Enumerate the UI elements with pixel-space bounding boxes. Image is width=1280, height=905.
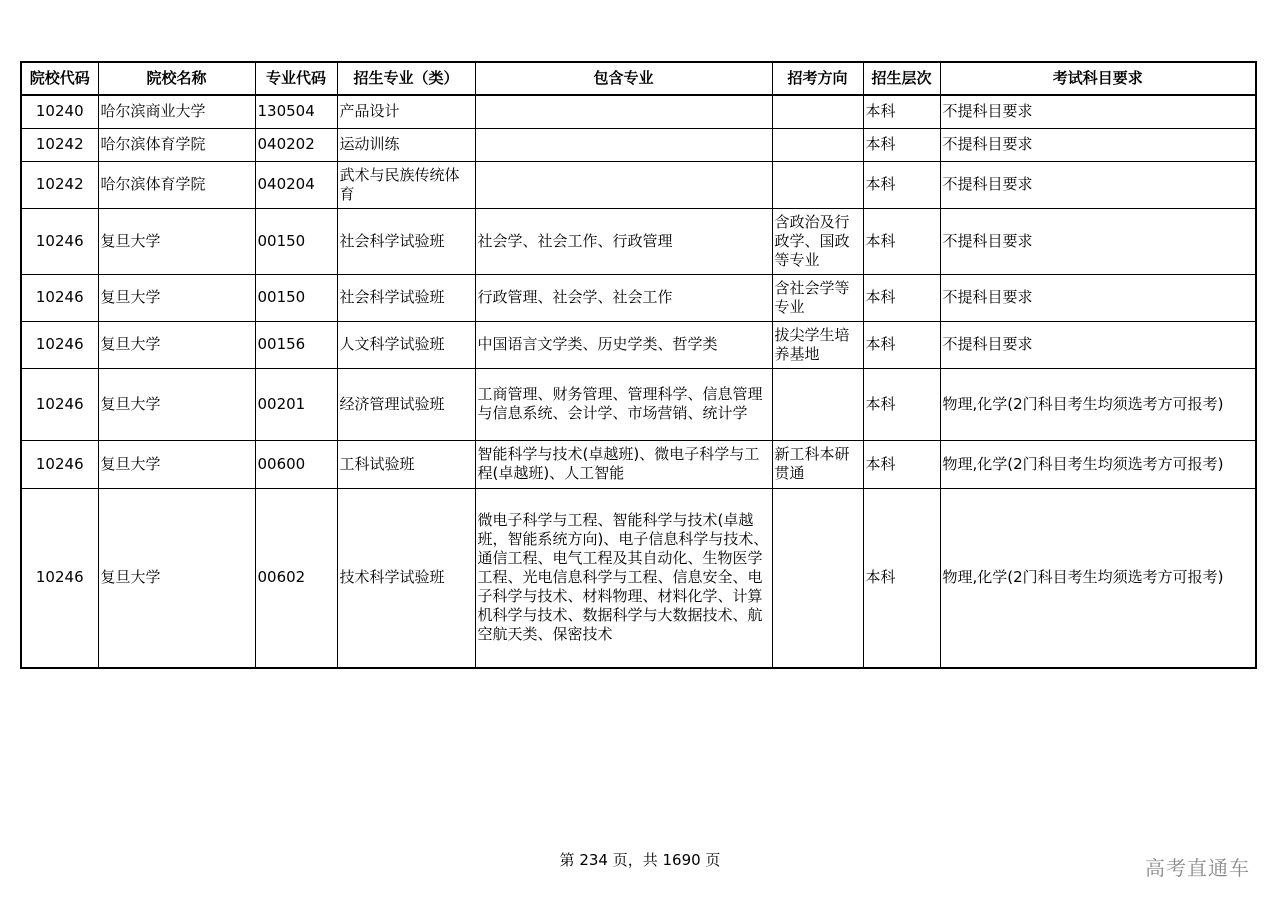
major-code: 00150 [255, 208, 337, 274]
major-code: 00600 [255, 440, 337, 488]
table-row [21, 95, 1256, 128]
major: 产品设计 [337, 95, 475, 128]
col-major-code: 专业代码 [255, 62, 337, 95]
subject-req: 物理,化学(2门科目考生均须选考方可报考) [940, 488, 1256, 668]
direction [772, 95, 863, 128]
subject-req: 不提科目要求 [940, 208, 1256, 274]
major-code: 00156 [255, 321, 337, 368]
header-row [21, 62, 1256, 95]
level: 本科 [863, 95, 940, 128]
col-included-majors: 包含专业 [475, 62, 772, 95]
school-code: 10246 [21, 208, 98, 274]
major: 社会科学试验班 [337, 274, 475, 321]
col-subject-req: 考试科目要求 [940, 62, 1256, 95]
subject-req: 不提科目要求 [940, 321, 1256, 368]
table-row [21, 274, 1256, 321]
direction: 含政治及行政学、国政等专业 [772, 208, 863, 274]
subject-req: 不提科目要求 [940, 128, 1256, 161]
school-code: 10246 [21, 321, 98, 368]
major-code: 00201 [255, 368, 337, 440]
school-name: 复旦大学 [98, 368, 255, 440]
table-row [21, 440, 1256, 488]
level: 本科 [863, 321, 940, 368]
major-code: 040204 [255, 161, 337, 208]
direction: 新工科本研贯通 [772, 440, 863, 488]
level: 本科 [863, 488, 940, 668]
school-code: 10242 [21, 161, 98, 208]
major: 工科试验班 [337, 440, 475, 488]
major: 技术科学试验班 [337, 488, 475, 668]
included-majors: 中国语言文学类、历史学类、哲学类 [475, 321, 772, 368]
table-row [21, 321, 1256, 368]
major: 武术与民族传统体育 [337, 161, 475, 208]
school-code: 10242 [21, 128, 98, 161]
admission-table [20, 61, 1257, 669]
level: 本科 [863, 368, 940, 440]
col-direction: 招考方向 [772, 62, 863, 95]
subject-req: 物理,化学(2门科目考生均须选考方可报考) [940, 368, 1256, 440]
direction [772, 488, 863, 668]
subject-req: 不提科目要求 [940, 161, 1256, 208]
level: 本科 [863, 274, 940, 321]
school-name: 复旦大学 [98, 440, 255, 488]
major-code: 130504 [255, 95, 337, 128]
included-majors: 行政管理、社会学、社会工作 [475, 274, 772, 321]
school-code: 10246 [21, 368, 98, 440]
school-code: 10246 [21, 440, 98, 488]
included-majors: 社会学、社会工作、行政管理 [475, 208, 772, 274]
subject-req: 物理,化学(2门科目考生均须选考方可报考) [940, 440, 1256, 488]
school-name: 哈尔滨体育学院 [98, 128, 255, 161]
included-majors: 智能科学与技术(卓越班)、微电子科学与工程(卓越班)、人工智能 [475, 440, 772, 488]
table-row [21, 488, 1256, 668]
level: 本科 [863, 161, 940, 208]
level: 本科 [863, 128, 940, 161]
major: 经济管理试验班 [337, 368, 475, 440]
direction: 含社会学等专业 [772, 274, 863, 321]
direction: 拔尖学生培养基地 [772, 321, 863, 368]
table-row [21, 208, 1256, 274]
school-name: 复旦大学 [98, 208, 255, 274]
school-name: 复旦大学 [98, 274, 255, 321]
included-majors [475, 161, 772, 208]
table-row [21, 128, 1256, 161]
major-code: 00602 [255, 488, 337, 668]
included-majors [475, 95, 772, 128]
col-school-name: 院校名称 [98, 62, 255, 95]
school-name: 哈尔滨商业大学 [98, 95, 255, 128]
major: 人文科学试验班 [337, 321, 475, 368]
watermark-brand: 高考直通车 [1145, 856, 1250, 880]
col-major: 招生专业（类） [337, 62, 475, 95]
included-majors [475, 128, 772, 161]
school-code: 10240 [21, 95, 98, 128]
level: 本科 [863, 208, 940, 274]
school-code: 10246 [21, 274, 98, 321]
subject-req: 不提科目要求 [940, 95, 1256, 128]
direction [772, 368, 863, 440]
table-row [21, 161, 1256, 208]
direction [772, 128, 863, 161]
included-majors: 工商管理、财务管理、管理科学、信息管理与信息系统、会计学、市场营销、统计学 [475, 368, 772, 440]
school-code: 10246 [21, 488, 98, 668]
page-number: 第 234 页，共 1690 页 [559, 851, 721, 869]
direction [772, 161, 863, 208]
col-level: 招生层次 [863, 62, 940, 95]
major: 社会科学试验班 [337, 208, 475, 274]
included-majors: 微电子科学与工程、智能科学与技术(卓越班，智能系统方向)、电子信息科学与技术、通信工程、电气工程及其自动化、生物医学工程、光电信息科学与工程、信息安全、电子科学与技术、材料物理、材料化学、计算机科学与技术、数据科学与大数据技术、航空航天类、保密技术 [475, 488, 772, 668]
subject-req: 不提科目要求 [940, 274, 1256, 321]
school-name: 哈尔滨体育学院 [98, 161, 255, 208]
table-row [21, 368, 1256, 440]
major-code: 00150 [255, 274, 337, 321]
school-name: 复旦大学 [98, 488, 255, 668]
col-school-code: 院校代码 [21, 62, 98, 95]
school-name: 复旦大学 [98, 321, 255, 368]
major-code: 040202 [255, 128, 337, 161]
major: 运动训练 [337, 128, 475, 161]
level: 本科 [863, 440, 940, 488]
